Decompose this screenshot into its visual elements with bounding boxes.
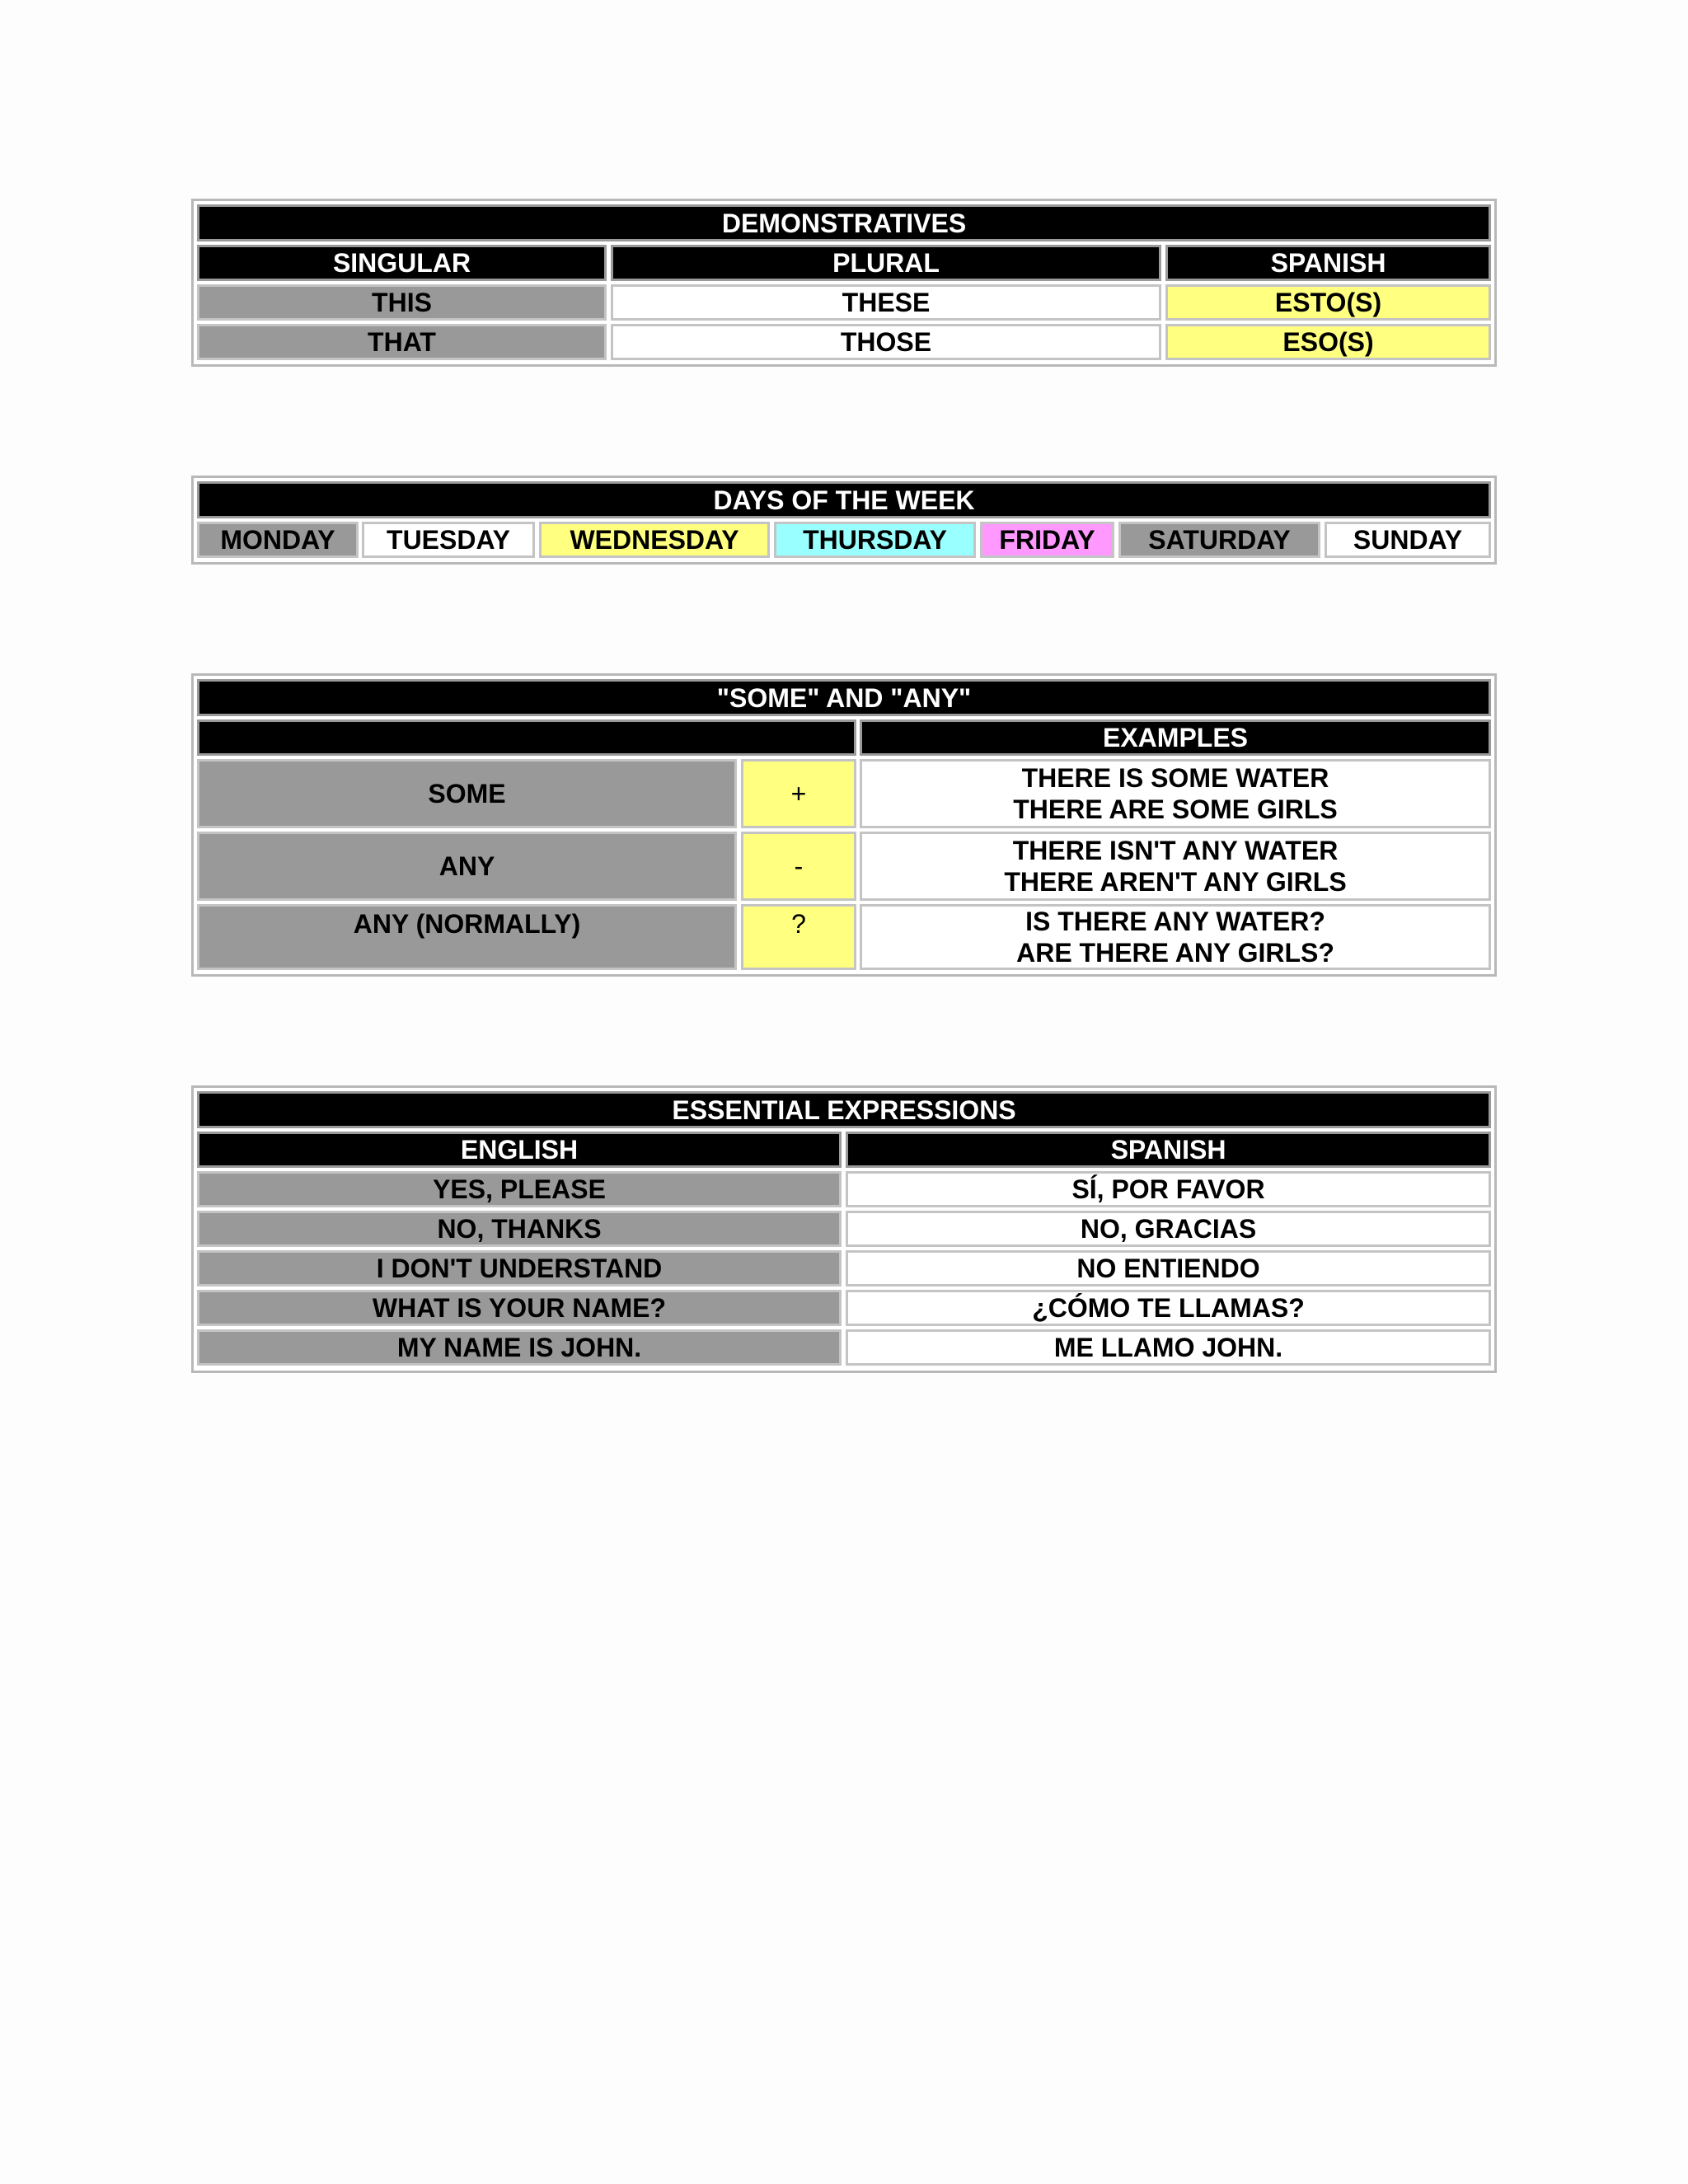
some-any-title: "SOME" AND "ANY": [197, 679, 1491, 716]
demonstratives-table: [191, 199, 1497, 367]
english-cell: NO, THANKS: [197, 1211, 842, 1247]
examples-cell: [860, 904, 1491, 970]
example-line: THERE AREN'T ANY GIRLS: [1004, 867, 1347, 897]
expressions-title: ESSENTIAL EXPRESSIONS: [197, 1091, 1491, 1128]
examples-cell: [860, 759, 1491, 828]
day-tuesday: TUESDAY: [362, 522, 535, 558]
table-cell: THOSE: [611, 324, 1161, 360]
some-any-table: [191, 673, 1497, 977]
header-english: ENGLISH: [197, 1132, 842, 1168]
spanish-cell: ME LLAMO JOHN.: [846, 1329, 1491, 1366]
table-cell: THESE: [611, 284, 1161, 321]
day-thursday: THURSDAY: [774, 522, 976, 558]
demonstratives-title: DEMONSTRATIVES: [197, 204, 1491, 241]
table-cell: ESTO(S): [1165, 284, 1491, 321]
expressions-table: [191, 1085, 1497, 1373]
examples-header: EXAMPLES: [860, 719, 1491, 756]
examples-cell: [860, 832, 1491, 901]
english-cell: WHAT IS YOUR NAME?: [197, 1290, 842, 1326]
sign-cell: -: [741, 832, 856, 901]
quantifier-cell: SOME: [197, 759, 737, 828]
example-line: ARE THERE ANY GIRLS?: [1016, 938, 1334, 968]
days-table: [191, 476, 1497, 565]
day-wednesday: WEDNESDAY: [539, 522, 770, 558]
english-cell: YES, PLEASE: [197, 1171, 842, 1207]
example-line: THERE ARE SOME GIRLS: [1013, 794, 1338, 824]
day-saturday: SATURDAY: [1118, 522, 1320, 558]
spanish-cell: SÍ, POR FAVOR: [846, 1171, 1491, 1207]
header-singular: SINGULAR: [197, 245, 607, 281]
spanish-cell: ¿CÓMO TE LLAMAS?: [846, 1290, 1491, 1326]
day-monday: MONDAY: [197, 522, 359, 558]
sign-cell: ?: [741, 904, 856, 970]
header-spanish: SPANISH: [846, 1132, 1491, 1168]
table-cell: THAT: [197, 324, 607, 360]
example-line: IS THERE ANY WATER?: [1025, 907, 1325, 936]
spanish-cell: NO, GRACIAS: [846, 1211, 1491, 1247]
header-plural: PLURAL: [611, 245, 1161, 281]
quantifier-cell: ANY (NORMALLY): [197, 904, 737, 970]
spanish-cell: NO ENTIENDO: [846, 1250, 1491, 1286]
quantifier-cell: ANY: [197, 832, 737, 901]
english-cell: I DON'T UNDERSTAND: [197, 1250, 842, 1286]
header-spanish: SPANISH: [1165, 245, 1491, 281]
blank-header: [197, 719, 856, 756]
example-line: THERE ISN'T ANY WATER: [1012, 836, 1339, 865]
sign-cell: +: [741, 759, 856, 828]
days-title: DAYS OF THE WEEK: [197, 481, 1491, 518]
english-cell: MY NAME IS JOHN.: [197, 1329, 842, 1366]
example-line: THERE IS SOME WATER: [1021, 763, 1329, 793]
table-cell: ESO(S): [1165, 324, 1491, 360]
table-cell: THIS: [197, 284, 607, 321]
day-friday: FRIDAY: [980, 522, 1114, 558]
day-sunday: SUNDAY: [1325, 522, 1491, 558]
